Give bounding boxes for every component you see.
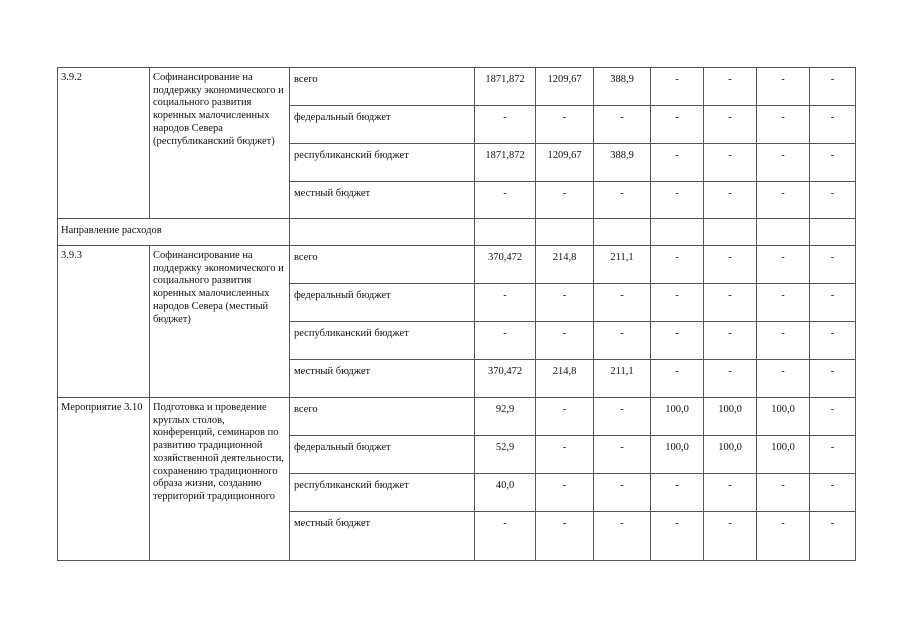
value-cell: -: [810, 68, 856, 106]
value-cell: -: [704, 512, 757, 561]
value-cell: -: [810, 322, 856, 360]
value-cell: -: [810, 144, 856, 182]
value-cell: 1871,872: [475, 68, 536, 106]
value-cell: 211,1: [594, 246, 651, 284]
value-cell: 40,0: [475, 474, 536, 512]
value-cell: 92,9: [475, 398, 536, 436]
value-cell: 1209,67: [536, 144, 594, 182]
value-cell: -: [475, 106, 536, 144]
funding-source: местный бюджет: [290, 360, 475, 398]
value-cell: -: [757, 182, 810, 219]
value-cell: -: [536, 474, 594, 512]
value-cell: -: [704, 182, 757, 219]
value-cell: -: [536, 322, 594, 360]
section-row: [58, 219, 856, 246]
value-cell: -: [757, 284, 810, 322]
value-cell: 100,0: [757, 398, 810, 436]
row-description: Софинансирование на поддержку экономического и социального развития коренных малочисленных народов Севера (республиканский бюджет): [150, 68, 290, 219]
value-cell: 370,472: [475, 246, 536, 284]
section-label: Направление расходов: [58, 219, 290, 246]
value-cell: 100,0: [704, 398, 757, 436]
value-cell: -: [594, 436, 651, 474]
value-cell: -: [757, 246, 810, 284]
funding-source: всего: [290, 398, 475, 436]
value-cell: -: [704, 106, 757, 144]
funding-source: федеральный бюджет: [290, 284, 475, 322]
value-cell: -: [651, 144, 704, 182]
value-cell: -: [757, 512, 810, 561]
value-cell: -: [810, 106, 856, 144]
value-cell: -: [651, 68, 704, 106]
value-cell: -: [704, 360, 757, 398]
value-cell: -: [810, 284, 856, 322]
value-cell: -: [594, 106, 651, 144]
value-cell: -: [810, 398, 856, 436]
value-cell: -: [757, 474, 810, 512]
value-cell: 100,0: [651, 398, 704, 436]
value-cell: 1209,67: [536, 68, 594, 106]
value-cell: -: [651, 474, 704, 512]
value-cell: 211,1: [594, 360, 651, 398]
value-cell: -: [757, 106, 810, 144]
value-cell: -: [536, 512, 594, 561]
row-code: 3.9.2: [58, 68, 150, 219]
value-cell: -: [651, 106, 704, 144]
funding-source: республиканский бюджет: [290, 322, 475, 360]
funding-source: всего: [290, 246, 475, 284]
value-cell: -: [594, 284, 651, 322]
value-cell: -: [757, 144, 810, 182]
value-cell: -: [536, 284, 594, 322]
value-cell: 388,9: [594, 68, 651, 106]
value-cell: -: [536, 106, 594, 144]
value-cell: -: [594, 182, 651, 219]
value-cell: -: [475, 182, 536, 219]
value-cell: -: [536, 436, 594, 474]
value-cell: -: [594, 398, 651, 436]
value-cell: -: [704, 246, 757, 284]
value-cell: -: [810, 474, 856, 512]
value-cell: -: [810, 360, 856, 398]
value-cell: 1871,872: [475, 144, 536, 182]
value-cell: -: [475, 284, 536, 322]
value-cell: -: [651, 512, 704, 561]
funding-source: местный бюджет: [290, 182, 475, 219]
funding-source: федеральный бюджет: [290, 106, 475, 144]
value-cell: 52,9: [475, 436, 536, 474]
value-cell: -: [757, 68, 810, 106]
budget-table: [57, 67, 856, 561]
funding-source: республиканский бюджет: [290, 474, 475, 512]
funding-source: всего: [290, 68, 475, 106]
table-row: [58, 68, 856, 106]
row-code: Мероприятие 3.10: [58, 398, 150, 561]
funding-source: местный бюджет: [290, 512, 475, 561]
value-cell: -: [594, 512, 651, 561]
value-cell: -: [757, 322, 810, 360]
value-cell: 388,9: [594, 144, 651, 182]
funding-source: республиканский бюджет: [290, 144, 475, 182]
value-cell: -: [810, 436, 856, 474]
value-cell: -: [594, 474, 651, 512]
value-cell: -: [475, 512, 536, 561]
value-cell: -: [704, 144, 757, 182]
value-cell: -: [757, 360, 810, 398]
row-description: Софинансирование на поддержку экономического и социального развития коренных малочисленных народов Севера (местный бюджет): [150, 246, 290, 398]
value-cell: -: [810, 182, 856, 219]
value-cell: -: [651, 246, 704, 284]
value-cell: 214,8: [536, 360, 594, 398]
value-cell: -: [594, 322, 651, 360]
value-cell: -: [651, 360, 704, 398]
value-cell: 100,0: [704, 436, 757, 474]
value-cell: -: [704, 474, 757, 512]
value-cell: 214,8: [536, 246, 594, 284]
value-cell: -: [810, 512, 856, 561]
value-cell: -: [810, 246, 856, 284]
value-cell: -: [536, 182, 594, 219]
value-cell: -: [704, 284, 757, 322]
value-cell: 370,472: [475, 360, 536, 398]
value-cell: -: [704, 322, 757, 360]
value-cell: -: [704, 68, 757, 106]
value-cell: -: [536, 398, 594, 436]
table-row: [58, 398, 856, 436]
value-cell: 100,0: [757, 436, 810, 474]
funding-source: федеральный бюджет: [290, 436, 475, 474]
value-cell: -: [651, 322, 704, 360]
table-row: [58, 246, 856, 284]
value-cell: -: [651, 182, 704, 219]
value-cell: -: [475, 322, 536, 360]
value-cell: -: [651, 284, 704, 322]
value-cell: 100,0: [651, 436, 704, 474]
row-code: 3.9.3: [58, 246, 150, 398]
row-description: Подготовка и проведение круглых столов, конференций, семинаров по развитию традиционной хозяйственной деятельности, сохранению традиционного образа жизни, созданию территорий традиционного: [150, 398, 290, 561]
